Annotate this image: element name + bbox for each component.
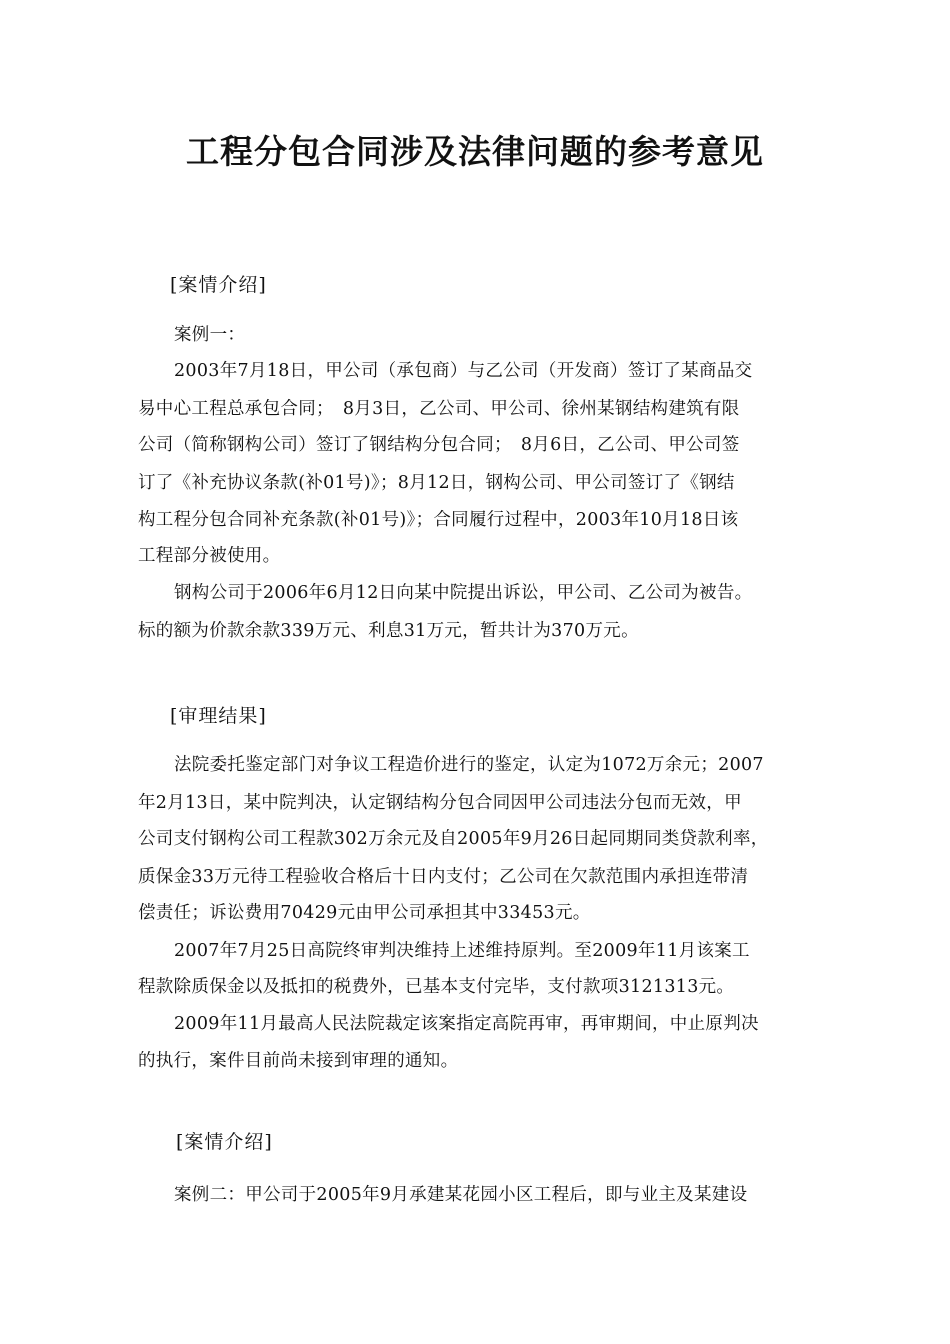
paragraph-line: 的执行，案件目前尚未接到审理的通知。 (138, 1051, 459, 1071)
paragraph-line: 案例一： (174, 325, 246, 345)
paragraph-line: 法院委托鉴定部门对争议工程造价进行的鉴定，认定为1072万余元；2007 (174, 755, 764, 775)
paragraph-line: 程款除质保金以及抵扣的税费外，已基本支付完毕，支付款项3121313元。 (138, 977, 735, 997)
paragraph-line: 2007年7月25日高院终审判决维持上述维持原判。至2009年11月该案工 (174, 941, 750, 961)
paragraph-line: 钢构公司于2006年6月12日向某中院提出诉讼，甲公司、乙公司为被告。 (174, 583, 753, 603)
paragraph-line: 质保金33万元待工程验收合格后十日内支付；乙公司在欠款范围内承担连带清 (138, 867, 749, 887)
section-heading-trial-result: [审理结果] (170, 705, 267, 727)
paragraph-line: 2003年7月18日，甲公司（承包商）与乙公司（开发商）签订了某商品交 (174, 361, 753, 381)
paragraph-line: 偿责任；诉讼费用70429元由甲公司承担其中33453元。 (138, 903, 591, 923)
paragraph-line: 公司（简称钢构公司）签订了钢结构分包合同； 8月6日，乙公司、甲公司签 (138, 435, 740, 455)
paragraph-line: 公司支付钢构公司工程款302万余元及自2005年9月26日起同期同类贷款利率， (138, 829, 769, 849)
paragraph-line: 2009年11月最高人民法院裁定该案指定高院再审，再审期间，中止原判决 (174, 1014, 759, 1034)
paragraph-line: 标的额为价款余款339万元、利息31万元，暂共计为370万元。 (138, 621, 639, 641)
paragraph-line: 易中心工程总承包合同； 8月3日，乙公司、甲公司、徐州某钢结构建筑有限 (138, 399, 740, 419)
document-title: 工程分包合同涉及法律问题的参考意见 (186, 132, 764, 171)
paragraph-line: 年2月13日，某中院判决，认定钢结构分包合同因甲公司违法分包而无效，甲 (138, 793, 742, 813)
paragraph-line: 订了《补充协议条款(补01号)》；8月12日，钢构公司、甲公司签订了《钢结 (138, 473, 735, 493)
section-heading-case-intro: [案情介绍] (170, 274, 267, 296)
section-heading-case-intro-2: [案情介绍] (176, 1131, 273, 1153)
paragraph-line: 构工程分包合同补充条款(补01号)》；合同履行过程中，2003年10月18日该 (138, 510, 739, 530)
paragraph-line: 案例二：甲公司于2005年9月承建某花园小区工程后，即与业主及某建设 (174, 1185, 748, 1205)
paragraph-line: 工程部分被使用。 (138, 546, 281, 566)
